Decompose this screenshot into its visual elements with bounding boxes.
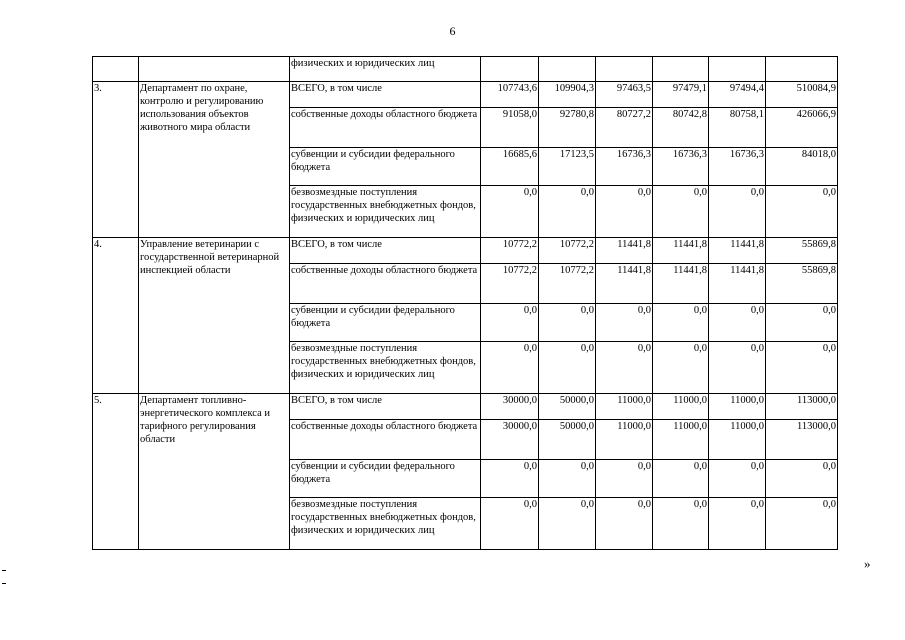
- year-value: 10772,2: [481, 264, 539, 304]
- year-value: 0,0: [481, 304, 539, 342]
- funding-source: субвенции и субсидии федерального бюджета: [290, 304, 481, 342]
- year-value: 11000,0: [596, 394, 653, 420]
- year-value: 16685,6: [481, 148, 539, 186]
- total-value: 0,0: [766, 498, 838, 550]
- year-value: 97479,1: [653, 82, 709, 108]
- year-value: 11441,8: [653, 264, 709, 304]
- year-value: 16736,3: [596, 148, 653, 186]
- total-value: 510084,9: [766, 82, 838, 108]
- budget-table: [92, 56, 838, 550]
- year-value: 0,0: [539, 186, 596, 238]
- block-total-row: [93, 394, 838, 420]
- year-value: 11441,8: [709, 264, 766, 304]
- year-value: 11441,8: [596, 238, 653, 264]
- year-value: 30000,0: [481, 394, 539, 420]
- row-index: 3.: [93, 82, 139, 238]
- year-value: 0,0: [481, 186, 539, 238]
- funding-source: безвозмездные поступления государственных внебюджетных фондов, физических и юридических лиц: [290, 342, 481, 394]
- year-value: 16736,3: [709, 148, 766, 186]
- year-value: 0,0: [481, 498, 539, 550]
- year-value: 0,0: [596, 498, 653, 550]
- year-value: 0,0: [539, 304, 596, 342]
- funding-source: собственные доходы областного бюджета: [290, 420, 481, 460]
- total-value: 55869,8: [766, 238, 838, 264]
- year-value: 92780,8: [539, 108, 596, 148]
- total-value: 84018,0: [766, 148, 838, 186]
- funding-source: ВСЕГО, в том числе: [290, 394, 481, 420]
- year-value: 30000,0: [481, 420, 539, 460]
- total-value: 0,0: [766, 460, 838, 498]
- budget-table-body: [93, 57, 838, 550]
- value-cell: [596, 57, 653, 82]
- department-name: Управление ветеринарии с государственной ветеринарной инспекцией области: [139, 238, 290, 394]
- year-value: 0,0: [539, 342, 596, 394]
- continuation-row: [93, 57, 838, 82]
- total-value: 0,0: [766, 304, 838, 342]
- year-value: 0,0: [709, 186, 766, 238]
- total-value: 426066,9: [766, 108, 838, 148]
- year-value: 80727,2: [596, 108, 653, 148]
- year-value: 0,0: [596, 304, 653, 342]
- year-value: 109904,3: [539, 82, 596, 108]
- page-number: 6: [449, 24, 456, 38]
- closing-quote: »: [864, 556, 871, 571]
- year-value: 0,0: [539, 460, 596, 498]
- year-value: 10772,2: [481, 238, 539, 264]
- funding-source: безвозмездные поступления государственных внебюджетных фондов, физических и юридических лиц: [290, 186, 481, 238]
- funding-source: собственные доходы областного бюджета: [290, 108, 481, 148]
- total-value: 55869,8: [766, 264, 838, 304]
- year-value: 50000,0: [539, 420, 596, 460]
- funding-source: субвенции и субсидии федерального бюджета: [290, 148, 481, 186]
- value-cell: [481, 57, 539, 82]
- year-value: 0,0: [481, 460, 539, 498]
- year-value: 80742,8: [653, 108, 709, 148]
- year-value: 50000,0: [539, 394, 596, 420]
- total-value: 0,0: [766, 186, 838, 238]
- department-name: Департамент по охране, контролю и регулированию использования объектов животного мира области: [139, 82, 290, 238]
- year-value: 0,0: [596, 342, 653, 394]
- year-value: 0,0: [653, 186, 709, 238]
- year-value: 0,0: [653, 460, 709, 498]
- row-index: 4.: [93, 238, 139, 394]
- year-value: 0,0: [709, 498, 766, 550]
- year-value: 0,0: [596, 460, 653, 498]
- year-value: 97463,5: [596, 82, 653, 108]
- year-value: 10772,2: [539, 238, 596, 264]
- department-name: Департамент топливно-энергетического комплекса и тарифного регулирования области: [139, 394, 290, 550]
- margin-mark: [2, 583, 6, 584]
- year-value: 17123,5: [539, 148, 596, 186]
- year-value: 0,0: [709, 460, 766, 498]
- funding-source: ВСЕГО, в том числе: [290, 82, 481, 108]
- year-value: 0,0: [481, 342, 539, 394]
- year-value: 16736,3: [653, 148, 709, 186]
- row-index: 5.: [93, 394, 139, 550]
- funding-source: безвозмездные поступления государственных внебюджетных фондов, физических и юридических лиц: [290, 498, 481, 550]
- year-value: 0,0: [539, 498, 596, 550]
- department-cell: [139, 57, 290, 82]
- year-value: 10772,2: [539, 264, 596, 304]
- year-value: 0,0: [709, 304, 766, 342]
- year-value: 11000,0: [709, 420, 766, 460]
- source-cell: физических и юридических лиц: [290, 57, 481, 82]
- year-value: 11441,8: [596, 264, 653, 304]
- year-value: 80758,1: [709, 108, 766, 148]
- year-value: 0,0: [709, 342, 766, 394]
- year-value: 0,0: [653, 304, 709, 342]
- funding-source: собственные доходы областного бюджета: [290, 264, 481, 304]
- year-value: 11000,0: [653, 394, 709, 420]
- year-value: 91058,0: [481, 108, 539, 148]
- value-cell: [653, 57, 709, 82]
- total-value: 0,0: [766, 342, 838, 394]
- total-value: 113000,0: [766, 394, 838, 420]
- year-value: 97494,4: [709, 82, 766, 108]
- year-value: 11441,8: [653, 238, 709, 264]
- value-cell: [539, 57, 596, 82]
- year-value: 0,0: [653, 498, 709, 550]
- year-value: 11441,8: [709, 238, 766, 264]
- value-cell: [709, 57, 766, 82]
- total-value: 113000,0: [766, 420, 838, 460]
- year-value: 107743,6: [481, 82, 539, 108]
- year-value: 11000,0: [653, 420, 709, 460]
- value-cell: [766, 57, 838, 82]
- year-value: 0,0: [596, 186, 653, 238]
- year-value: 11000,0: [596, 420, 653, 460]
- block-total-row: [93, 82, 838, 108]
- funding-source: ВСЕГО, в том числе: [290, 238, 481, 264]
- year-value: 0,0: [653, 342, 709, 394]
- index-cell: [93, 57, 139, 82]
- funding-source: субвенции и субсидии федерального бюджета: [290, 460, 481, 498]
- margin-mark: [2, 570, 6, 571]
- year-value: 11000,0: [709, 394, 766, 420]
- block-total-row: [93, 238, 838, 264]
